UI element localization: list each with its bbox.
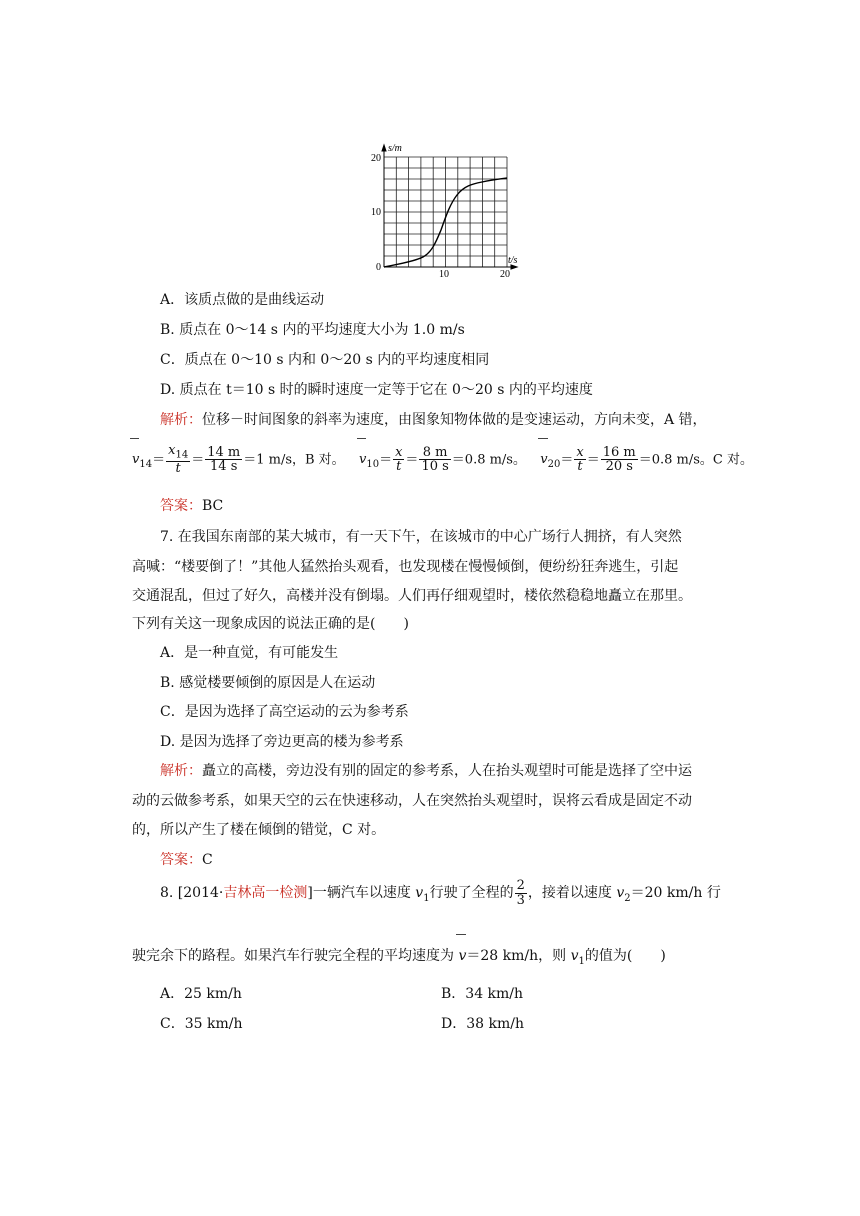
displacement-time-graph [360,140,530,280]
q7-option-c: C．是因为选择了高空运动的云为参考系 [160,704,409,720]
avg-velocity-14: v [132,452,140,468]
q7-option-d: D. 是因为选择了旁边更高的楼为参考系 [160,734,404,750]
fraction-x-t-10: $\frac{x}{t}$ [395,444,403,475]
q8-line-1: 8. [2014·吉林高一检测]一辆汽车以速度 $v_1$行驶了全程的 $\frac{2}{3}$ ，接着以速度 $v_2=20$ km/h 行 [160,878,721,908]
q8-option-d: D．38 km/h [441,1016,524,1032]
q8-option-b: B．34 km/h [441,986,524,1002]
analysis-label: 解析： [160,412,202,428]
analysis-label: 解析： [160,763,202,779]
q7-line-2: 高喊：“楼要倒了！”其他人猛然抬头观看，也发现楼在慢慢倾倒，便纷纷狂奔逃生，引起 [132,559,679,575]
avg-velocity-20: v [540,452,548,468]
q6-analysis [160,409,707,429]
q6-formula-row: $v_{14}=$ $\frac{x_{14}}{t}$ ＝ $\frac{14 m}{14 s}$ ＝1 m/s，B 对。 $v_{10}=$ $\frac{x}{t}$ ＝ $\frac{8 m}{10 s}$ ＝0.8 m/s。 $v_{20}=$ $\frac{x}{t}$ ＝ $\frac{16 m}{20 s}$ ＝0.8 m/s。C 对。 [132,443,754,477]
q6-answer [160,495,223,515]
answer-value: C [202,852,213,868]
q7-line-1: 7. 在我国东南部的某大城市，有一天下午，在该城市的中心广场行人拥挤，有人突然 [160,529,682,545]
fraction-x-t-20: $\frac{x}{t}$ [576,444,584,475]
y-axis-label: s/m [388,143,402,154]
fraction-x14-t: $\frac{x_{14}}{t}$ [168,443,189,477]
y-tick-20: 20 [371,153,381,164]
q6-option-b: B. 质点在 0～14 s 内的平均速度大小为 1.0 m/s [160,322,465,338]
q7-line-3: 交通混乱，但过了好久，高楼并没有倒塌。人们再仔细观望时，楼依然稳稳地矗立在那里。 [132,588,692,604]
grid-lines [384,157,507,267]
answer-label: 答案： [160,498,202,514]
x-tick-10: 10 [439,269,449,280]
q8-option-c: C．35 km/h [160,1016,243,1032]
q8-source: 吉林高一检测 [223,885,308,902]
x-tick-20: 20 [500,269,510,280]
x-axis-label: t/s [508,255,518,266]
answer-label: 答案： [160,852,202,868]
q8-option-a: A．25 km/h [160,986,242,1002]
fraction-2-3: $\frac{2}{3}$ [516,878,525,908]
q8-line-2: 驶完余下的路程。如果汽车行驶完全程的平均速度为 v＝28 km/h，则 $v_1$的值为( ) [132,948,666,967]
q7-line-4: 下列有关这一现象成因的说法正确的是( ) [132,616,409,632]
y-tick-0: 0 [376,262,381,273]
avg-velocity-10: v [358,452,367,468]
q7-analysis-2: 动的云做参考系，如果天空的云在快速移动，人在突然抬头观望时，误将云看成是固定不动 [132,793,692,809]
fraction-14m-14s: $\frac{14 m}{14 s}$ [207,444,241,475]
fraction-16m-20s: $\frac{16 m}{20 s}$ [602,444,636,475]
q6-option-c: C．质点在 0～10 s 内和 0～20 s 内的平均速度相同 [160,352,490,368]
answer-value: BC [202,498,224,514]
q7-analysis-1: 解析：矗立的高楼，旁边没有别的固定的参考系，人在抬头观望时可能是选择了空中运 [160,763,692,779]
q7-analysis-3: 的，所以产生了楼在倾倒的错觉，C 对。 [132,822,386,838]
avg-velocity: v [458,948,467,964]
q6-option-d: D. 质点在 t＝10 s 时的瞬时速度一定等于它在 0～20 s 内的平均速度 [160,382,593,398]
y-tick-10: 10 [371,207,381,218]
q7-option-b: B. 感觉楼要倾倒的原因是人在运动 [160,675,376,691]
fraction-8m-10s: $\frac{8 m}{10 s}$ [421,444,449,475]
q7-answer [160,849,213,869]
analysis-text: 位移－时间图象的斜率为速度，由图象知物体做的是变速运动，方向未变，A 错， [202,412,707,428]
q7-option-a: A．是一种直觉，有可能发生 [160,645,339,661]
q6-option-a: A．该质点做的是曲线运动 [160,292,325,308]
